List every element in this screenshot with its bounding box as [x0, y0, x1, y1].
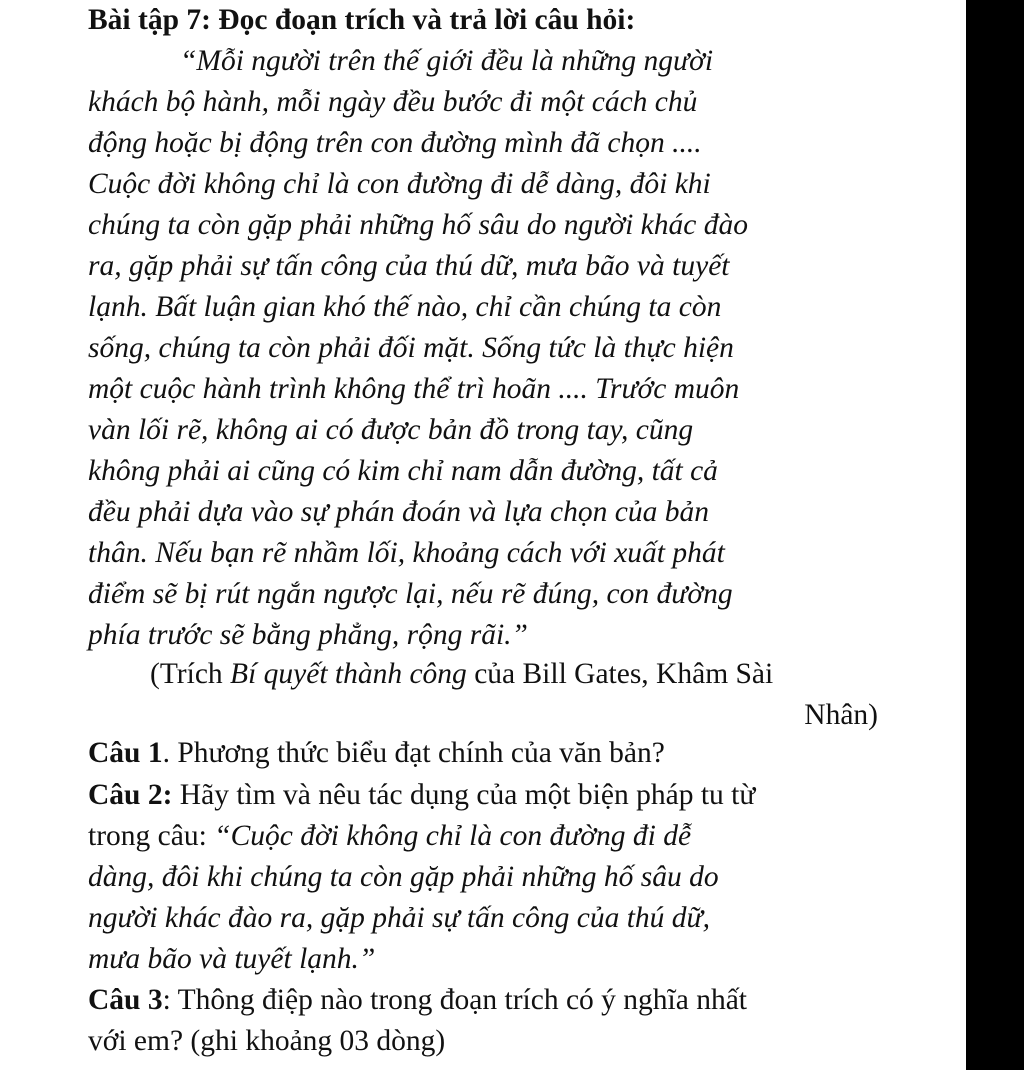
passage-line: vàn lối rẽ, không ai có được bản đồ trong tay, cũng [88, 414, 694, 446]
citation-open: (Trích [150, 658, 231, 690]
question-2-quote-line [88, 816, 691, 856]
passage-line: ra, gặp phải sự tấn công của thú dữ, mưa bão và tuyết [88, 250, 730, 282]
passage-line: đều phải dựa vào sự phán đoán và lựa chọn của bản [88, 496, 709, 528]
passage-line: sống, chúng ta còn phải đối mặt. Sống tức là thực hiện [88, 332, 734, 364]
question-2-quote-line: người khác đào ra, gặp phải sự tấn công của thú dữ, [88, 902, 711, 934]
question-1-text: . Phương thức biểu đạt chính của văn bản? [162, 737, 665, 769]
citation-rest: của Bill Gates, Khâm Sài [466, 658, 774, 690]
passage-line: không phải ai cũng có kim chỉ nam dẫn đường, tất cả [88, 455, 718, 487]
question-1-label: Câu 1 [88, 737, 163, 769]
passage-line: động hoặc bị động trên con đường mình đã chọn .... [88, 127, 702, 159]
question-2-label: Câu 2: [88, 779, 173, 811]
question-2 [88, 775, 755, 815]
citation-line-2: Nhân) [804, 699, 878, 731]
passage-line: Cuộc đời không chỉ là con đường đi dễ dàng, đôi khi [88, 168, 711, 200]
passage-line: chúng ta còn gặp phải những hố sâu do người khác đào [88, 209, 748, 241]
exercise-title: Bài tập 7: Đọc đoạn trích và trả lời câu hỏi: [88, 4, 636, 36]
question-2-quote-intro: trong câu: [88, 820, 215, 852]
question-1 [88, 733, 665, 773]
citation-book-title: Bí quyết thành công [230, 658, 467, 690]
question-3-line-2: với em? (ghi khoảng 03 dòng) [88, 1025, 446, 1057]
question-2-quote: “Cuộc đời không chỉ là con đường đi dễ [214, 820, 692, 852]
passage-line: điểm sẽ bị rút ngắn ngược lại, nếu rẽ đúng, con đường [88, 578, 733, 610]
question-2-text: Hãy tìm và nêu tác dụng của một biện pháp tu từ [172, 779, 756, 811]
question-2-quote-line: dàng, đôi khi chúng ta còn gặp phải những hố sâu do [88, 861, 719, 893]
passage-line: lạnh. Bất luận gian khó thế nào, chỉ cần chúng ta còn [88, 291, 722, 323]
question-3-text: : Thông điệp nào trong đoạn trích có ý nghĩa nhất [162, 984, 748, 1016]
passage-line: khách bộ hành, mỗi ngày đều bước đi một cách chủ [88, 86, 698, 118]
question-2-quote-line: mưa bão và tuyết lạnh.” [88, 943, 376, 975]
passage-line: phía trước sẽ bằng phẳng, rộng rãi.” [88, 619, 528, 651]
passage-line: một cuộc hành trình không thể trì hoãn .... Trước muôn [88, 373, 740, 405]
citation [150, 654, 773, 694]
passage-line: “Mỗi người trên thế giới đều là những người [180, 45, 714, 77]
right-black-border [966, 0, 1024, 1070]
question-3 [88, 980, 747, 1020]
passage-line: thân. Nếu bạn rẽ nhầm lối, khoảng cách với xuất phát [88, 537, 725, 569]
question-3-label: Câu 3 [88, 984, 163, 1016]
